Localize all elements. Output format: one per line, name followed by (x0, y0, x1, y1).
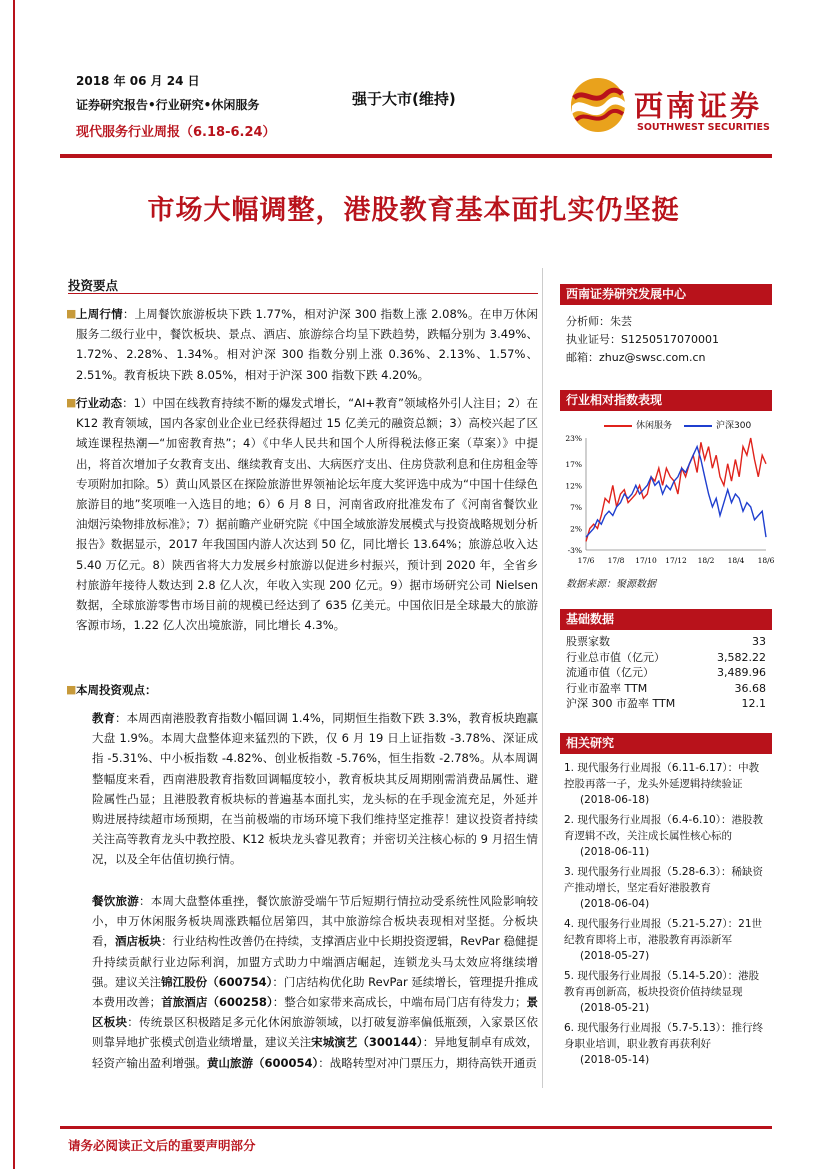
center-title: 西南证券研究发展中心 (560, 284, 772, 305)
index-chart (560, 416, 775, 576)
related-list (560, 754, 772, 1068)
basics-value: 33 (752, 635, 766, 648)
stock-shoulv: 首旅酒店（600258） (161, 995, 273, 1010)
chart-source: 数据来源：聚源数据 (566, 579, 656, 590)
related-item-date: (2018-06-18) (580, 794, 650, 806)
series-line-2 (586, 447, 766, 537)
related-title: 相关研究 (560, 733, 772, 754)
basics-row (566, 696, 766, 712)
education-label: 教育 (92, 711, 116, 725)
basics-value: 3,489.96 (717, 666, 766, 679)
basics-key: 沪深 300 市盈率 TTM (566, 697, 676, 710)
para-dynamics-text: ：1）中国在线教育持续不断的爆发式增长，“AI+教育”领域格外引人注目；2）在 K12 教育领域，国内各家创业企业已经获得超过 15 亿美元的融资总额；3）高校兴起了区域连课程热潮—“加密教育热”；4）《中华人民共和国个人所得税法修正案（草案）》中提出，将首次增加子女教育支出、继续教育支出、大病医疗支出、住房贷款利息和住房租金等专项附加扣除。5）黄山风景区在探险旅游世界领袖论坛年度大奖评选中成为“中国十佳绿色旅游目的地”奖项唯一入选目的地；6）6 月 8 日，河南省政府批准发布了《河南省餐饮业油烟污染物排放标准》；7）据前瞻产业研究院《中国全域旅游发展模式与投资战略规划分析报告》数据显示，2017 年我国国内游人次达到 50 亿，同比增长 13.64%；旅游总收入达 5.40 万亿元。8）陕西省将大力发展乡村旅游以促进乡村振兴，预计到 2020 年，全省乡村旅游年接待人数达到 2.8 亿人次，年收入实现 200 亿元。9）据市场研究公司 Nielsen 数据，全球旅游零售市场目前的规模已经达到了 635 亿美元。中国依旧是全球最大的旅游客源市场，1.22 亿人次出境旅游，同比增长 4.3%。 (76, 396, 538, 633)
related-item-title: 5. 现代服务行业周报（5.14-5.20）：港股教育再创新高，板块投资价值持续显现 (564, 970, 760, 998)
related-item-title: 1. 现代服务行业周报（6.11-6.17）：中教控股再落一子，龙头外延逻辑持续验证 (564, 762, 760, 790)
column-divider (542, 268, 543, 1088)
para-dynamics-label: 行业动态 (76, 396, 123, 410)
stock-huangshan: 黄山旅游（600054） (207, 1055, 319, 1070)
email-label: 邮箱： (566, 351, 599, 364)
related-item[interactable] (564, 968, 768, 1016)
related-item[interactable] (564, 864, 768, 912)
related-item-date: (2018-05-14) (580, 1054, 650, 1066)
para-market-label: 上周行情 (76, 307, 123, 321)
hotel-label: 酒店板块 (115, 934, 162, 949)
catering-text-g: ：战略转型对冲门票压力，期待高铁开通贡 (318, 1055, 537, 1070)
catering-text-d: ：整合如家带来高成长，中端布局门店有待发力； (272, 995, 527, 1010)
footer-notice: 请务必阅读正文后的重要声明部分 (68, 1138, 256, 1153)
x-tick-label: 17/8 (607, 556, 625, 565)
education-text: ：本周西南港股教育指数小幅回调 1.4%，同期恒生指数下跌 3.3%，教育板块跑赢大盘 1.9%。本周大盘整体迎来猛烈的下跌，仅 6 月 19 日上证指数 -3.78%、深证成指 -5.31%、中小板指数 -4.82%、创业板指数 -5.76%，恒生指数 -2.78%。从本周调整幅度来看，西南港股教育指数回调幅度较小，教育板块其反周期刚需消费品属性、避险属性凸显；且港股教育板块标的普遍基本面扎实，龙头标的在手现金流充足，外延并购进展持续超市场预期，在当前极端的市场环境下我们维持坚定推荐！建议投资者持续关注高等教育龙头中教控股、K12 板块龙头睿见教育；并密切关注核心标的 9 月招生情况，以及全年估值切换行情。 (92, 711, 538, 867)
basics-key: 行业总市值（亿元） (566, 650, 665, 664)
catering-text-b: ：行业结构性改善仍在持续，支撑酒店业中长期投资逻辑，RevPar 稳健提升持续贡献行业边际利润，加盟方式助力中端酒店崛起，连锁龙头马太效应将继续增强。建议关注 (92, 934, 539, 989)
related-item[interactable] (564, 812, 768, 860)
legend-label-1: 休闲服务 (636, 421, 673, 431)
related-item[interactable] (564, 1020, 768, 1068)
y-tick-label: 12% (565, 481, 582, 491)
stock-songcheng: 宋城演艺（300144） (311, 1035, 423, 1050)
catering-text-f: ：异地复制卓有成效，轻资产输出盈利增强。 (92, 1035, 539, 1070)
footer-rule (60, 1126, 772, 1129)
logo-icon (568, 76, 628, 134)
legend-label-2: 沪深300 (716, 421, 752, 431)
related-item-date: (2018-06-11) (580, 846, 650, 858)
y-tick-label: 17% (565, 459, 582, 469)
header-rule (60, 154, 772, 158)
y-tick-label: 23% (565, 434, 582, 443)
x-tick-label: 18/2 (697, 556, 715, 565)
sidebar-analyst-box (560, 284, 772, 367)
line-chart (560, 416, 775, 576)
related-item-title: 3. 现代服务行业周报（5.28-6.3）：稀缺资产推动增长，坚定看好港股教育 (564, 866, 763, 894)
x-tick-label: 18/4 (727, 556, 745, 565)
x-tick-label: 17/6 (577, 556, 595, 565)
left-accent-bar (13, 0, 15, 1169)
report-date: 2018 年 06 月 24 日 (76, 74, 200, 88)
weekly-title: 现代服务行业周报（6.18-6.24） (76, 125, 276, 140)
headline: 市场大幅调整，港股教育基本面扎实仍坚挺 (147, 195, 680, 226)
related-item-title: 4. 现代服务行业周报（5.21-5.27）：21世纪教育即将上市，港股教育再添新军 (564, 918, 763, 946)
series-line-1 (586, 438, 766, 541)
catering-text-c: ：门店结构优化助 RevPar 延续增长，管理提升推成本费用改善； (92, 974, 539, 1010)
related-box (560, 733, 772, 1072)
basics-key: 股票家数 (566, 635, 610, 648)
y-tick-label: -3% (567, 546, 582, 555)
basics-value: 36.68 (734, 681, 766, 695)
related-item-title: 2. 现代服务行业周报（6.4-6.10）：港股教育逻辑不改，关注成长属性核心标的 (564, 814, 763, 842)
x-tick-label: 18/6 (757, 556, 775, 565)
bullet-icon: ■ (66, 396, 77, 409)
para-market (66, 304, 538, 385)
views-title: 本周投资观点： (76, 683, 157, 697)
section-rule (68, 293, 538, 294)
para-education (92, 708, 538, 870)
related-item-date: (2018-06-04) (580, 898, 650, 910)
y-tick-label: 7% (570, 502, 582, 512)
basics-row (566, 634, 766, 650)
bullet-icon: ■ (66, 307, 77, 320)
x-tick-label: 17/12 (665, 556, 687, 565)
email-row (560, 349, 772, 367)
basics-box (560, 609, 772, 712)
basics-table (560, 630, 772, 712)
index-chart-box (560, 390, 772, 411)
y-tick-label: 2% (570, 524, 582, 534)
x-tick-label: 17/10 (635, 556, 657, 565)
stock-jinjiang: 锦江股份（600754） (161, 974, 273, 989)
related-item[interactable] (564, 916, 768, 964)
analyst-name: 分析师：朱芸 (566, 315, 632, 328)
basics-row (566, 650, 766, 666)
scenic-label: 景区板块 (92, 995, 539, 1030)
catering-label: 餐饮旅游 (92, 894, 139, 908)
email-link[interactable]: zhuz@swsc.com.cn (599, 351, 706, 364)
para-catering (92, 891, 538, 1073)
report-type: 证券研究报告•行业研究•休闲服务 (76, 98, 260, 112)
section-title: 投资要点 (68, 278, 119, 293)
catering-text-a: ：本周大盘整体重挫，餐饮旅游受端午节后短期行情拉动受系统性风险影响较小，申万休闲服务板块周涨跌幅位居第四，其中旅游综合板块表现相对坚挺。分板块看， (92, 894, 539, 949)
para-dynamics (66, 393, 538, 635)
rating: 强于大市(维持) (352, 90, 456, 108)
para-views-title (66, 680, 538, 700)
related-item-date: (2018-05-27) (580, 950, 650, 962)
para-market-text: ：上周餐饮旅游板块下跌 1.77%，相对沪深 300 指数上涨 2.08%。在申万休闲服务二级行业中，餐饮板块、景点、酒店、旅游综合均呈下跌趋势，跌幅分别为 3.49%、1.72%、2.28%、1.34%。相对沪深 300 指数分别上涨 0.36%、2.13%、1.57%、2.51%。教育板块下跌 8.05%，相对于沪深 300 指数下跌 4.20%。 (76, 307, 538, 382)
catering-text-e: ：传统景区积极踏足多元化休闲旅游领域，以打破复游率偏低瓶颈，入家景区依则靠异地扩张模式创造业绩增量，建议关注 (92, 1015, 539, 1050)
basics-title: 基础数据 (560, 609, 772, 630)
basics-value: 12.1 (741, 697, 766, 710)
logo-cn: 西南证券 (634, 89, 763, 123)
basics-row (566, 681, 766, 697)
bullet-icon: ■ (66, 683, 77, 696)
basics-key: 行业市盈率 TTM (566, 681, 648, 695)
logo-en: SOUTHWEST SECURITIES (637, 122, 770, 133)
basics-value: 3,582.22 (717, 650, 766, 664)
license-number: 执业证号：S1250517070001 (566, 333, 719, 346)
index-title: 行业相对指数表现 (560, 390, 772, 411)
basics-key: 流通市值（亿元） (566, 666, 654, 679)
related-item[interactable] (564, 760, 768, 808)
related-item-date: (2018-05-21) (580, 1002, 650, 1014)
related-item-title: 6. 现代服务行业周报（5.7-5.13）：推行终身职业培训，职业教育再获利好 (564, 1022, 763, 1050)
basics-row (566, 665, 766, 681)
